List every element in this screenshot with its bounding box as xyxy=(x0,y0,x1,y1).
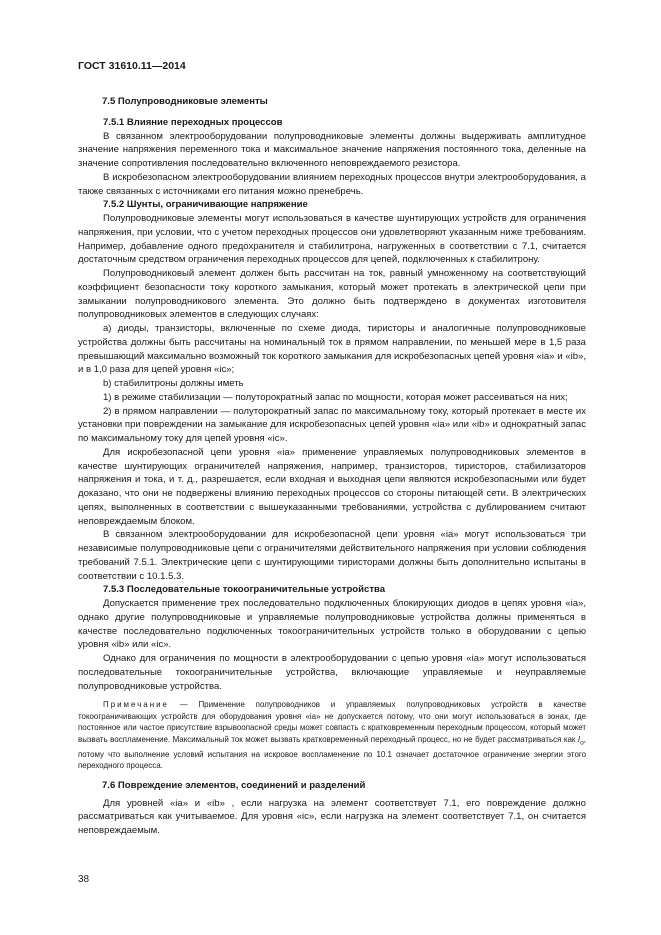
paragraph: Полупроводниковые элементы могут использоваться в качестве шунтирующих устройств для ограничения напряжения, при условии, что с учетом переходных процессов они удовлетворяют указанным ниже требованиям. Например, добавление одного предохранителя и стабилитрона, нагруженных в соответствии с 7.1, считается достаточным средством ограничения переходных процессов для цепей, подключенных к стабилитрону. xyxy=(78,213,586,266)
section-7-5-2-heading: 7.5.2 Шунты, ограничивающие напряжение xyxy=(103,199,308,211)
list-item: 2) в прямом направлении — полуторократный запас по максимальному току, который протекает в месте их установки при повреждении на замыкание для искробезопасных цепей уровня «ia» или «ib» и однократный запас по максимальному току для цепей уровня «ic». xyxy=(78,405,586,444)
list-item: а) диоды, транзисторы, включенные по схеме диода, тиристоры и аналогичные полупроводниковые устройства должны быть рассчитаны на номинальный ток в прямом направлении, по меньшей мере в 1,5 раза превышающий максимально возможный ток короткого замыкания для искробезопасных цепей уровня «ia» и «ib», и в 1,0 раза для цепей уровня «ic»; xyxy=(78,323,586,376)
note-symbol: I xyxy=(577,734,581,744)
list-item: 1) в режиме стабилизации — полуторократный запас по мощности, которая может рассеиваться на них; xyxy=(103,391,568,403)
document-body xyxy=(78,95,586,838)
document-header: ГОСТ 31610.11—2014 xyxy=(78,60,186,72)
section-7-5-3-heading: 7.5.3 Последовательные токоограничительные устройства xyxy=(103,584,386,596)
section-7-5-1-heading: 7.5.1 Влияние переходных процессов xyxy=(103,116,283,128)
note xyxy=(78,699,586,772)
paragraph: Однако для ограничения по мощности в электрооборудовании с цепью уровня «ia» могут использоваться последовательные токоограничительные устройства, включающие управляемые и неуправляемые полупроводниковые устройства. xyxy=(78,653,586,692)
section-7-6-heading: 7.6 Повреждение элементов, соединений и разделений xyxy=(102,779,366,791)
note-text-end: , потому что выполнение условий испытания на искровое воспламенение по 10.1 означает достаточное ограничение энергии этого переходного процесса. xyxy=(78,734,586,771)
section-7-5-heading: 7.5 Полупроводниковые элементы xyxy=(102,96,268,107)
paragraph: В искробезопасном электрооборудовании влиянием переходных процессов внутри электрооборудования, а также связанных с источниками его питания можно пренебречь. xyxy=(78,171,586,197)
note-symbol-subscript: o xyxy=(580,739,584,747)
note-label: Примечание xyxy=(103,700,169,710)
paragraph: Для уровней «ia» и «ib» , если нагрузка на элемент соответствует 7.1, его повреждение должно рассматриваться как учитываемое. Для уровня «ic», если нагрузка на элемент соответствует 7.1, он считается неповреждаемым. xyxy=(78,797,586,837)
note-text: — Применение полупроводников и управляемых полупроводниковых устройств в качестве токоограничивающих устройств для оборудования уровня «ia» не допускается потому, что они могут использоваться в зонах, где постоянное или частое присутствие взрывоопасной среды может совпасть с кратковременным переходным процессом, который может вызвать воспламенение. Максимальный ток может вызвать кратковременный переходный процесс, но не будет рассматриваться как xyxy=(78,700,586,744)
paragraph: В связанном электрооборудовании для искробезопасной цепи уровня «ia» могут использоваться три независимые полупроводниковые цепи с ограничителями действительного напряжения при условии соблюдения требований 7.5.1. Электрические цепи с шунтирующими тиристорами должны быть дополнительно испытаны в соответствии с 10.1.5.3. xyxy=(78,529,586,582)
page-number: 38 xyxy=(78,874,90,885)
paragraph: Допускается применение трех последовательно подключенных блокирующих диодов в цепях уровня «ia», однако другие полупроводниковые и управляемые полупроводниковые устройства должны применяться в качестве последовательно подключенных токоограничительных устройств только в оборудовании с цепью уровня «ib» или «ic». xyxy=(78,598,586,651)
paragraph: В связанном электрооборудовании полупроводниковые элементы должны выдерживать амплитудное значение напряжения переменного тока и максимальное значение напряжения постоянного тока, деленные на значение сопротивления последовательно включенного неповреждаемого резистора. xyxy=(78,130,586,169)
list-item: b) стабилитроны должны иметь xyxy=(103,378,244,389)
paragraph: Для искробезопасной цепи уровня «ia» применение управляемых полупроводниковых элементов в качестве шунтирующих ограничителей напряжения, например, транзисторов, тиристоров, стабилизаторов напряжения и тока, и т. д., разрешается, если входная и выходная цепи являются искробезопасными или будет доказано, что они не подвержены влиянию переходных процессов со стороны питающей сети. В электрических цепях, выполненных в соответствии с вышеуказанными требованиями, устройства с дублированием считают неповреждаемым блоком. xyxy=(78,446,586,527)
paragraph: Полупроводниковый элемент должен быть рассчитан на ток, равный умноженному на соответствующий коэффициент безопасности току короткого замыкания, который может протекать в электрической цепи при замыкании полупроводникового элемента. Это должно быть подтверждено в документах изготовителя полупроводниковых элементов в следующих случаях: xyxy=(78,268,586,321)
